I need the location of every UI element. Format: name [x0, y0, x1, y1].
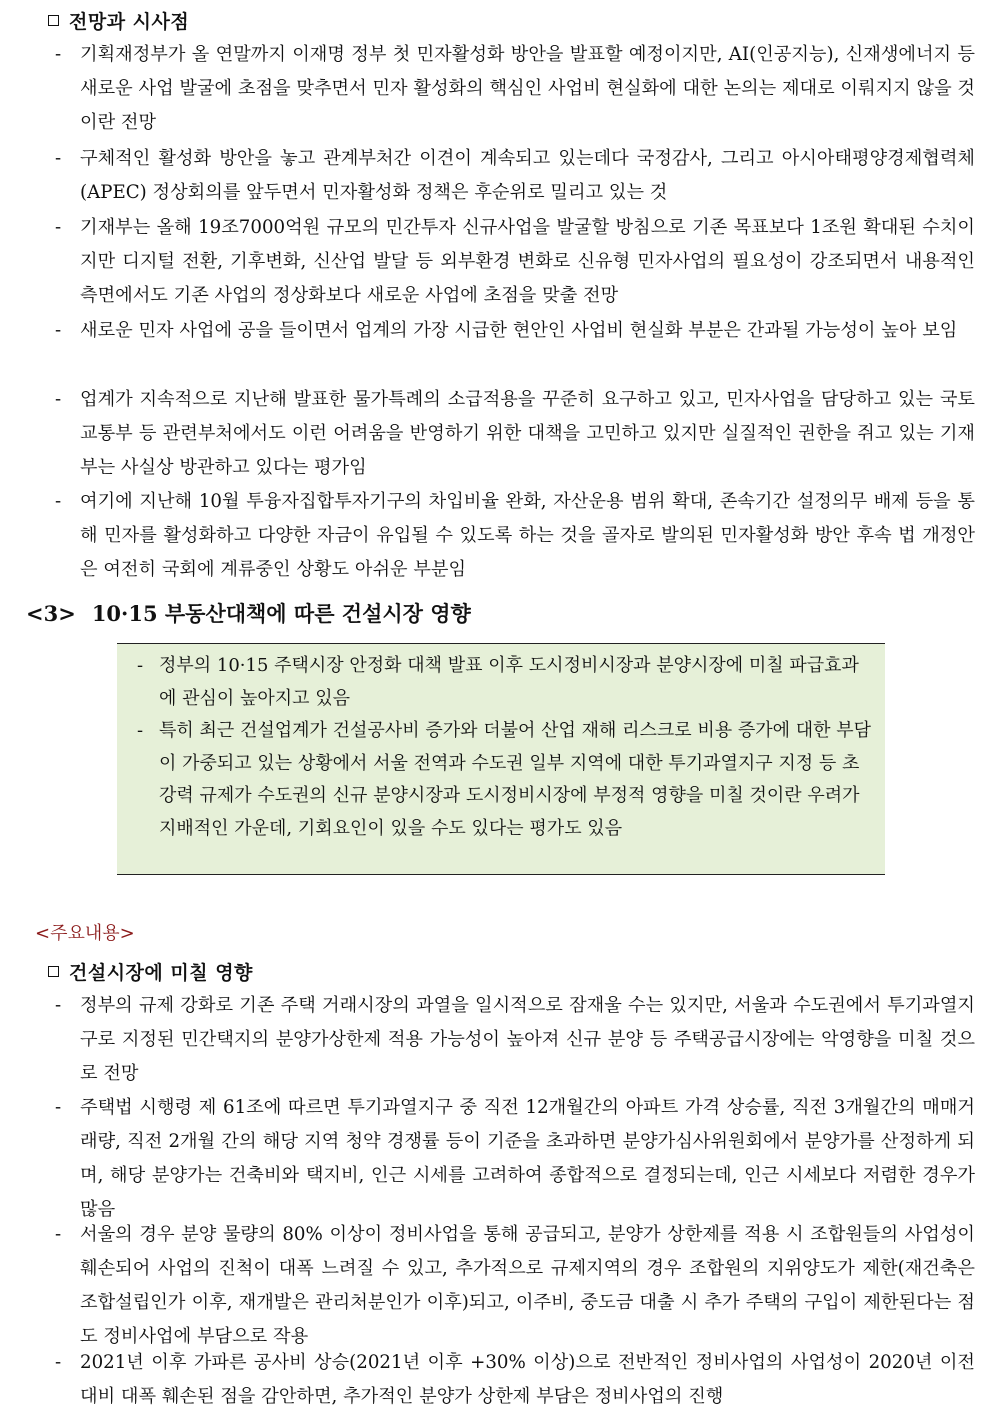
- main-content-label: <주요내용>: [35, 923, 135, 944]
- list-item: - 새로운 민자 사업에 공을 들이면서 업계의 가장 시급한 현안인 사업비 현실화 부분은 간과될 가능성이 높아 보임: [55, 320, 958, 341]
- list-item: - 2021년 이후 가파른 공사비 상승(2021년 이후 +30% 이상)으로 전반적인 정비사업의 사업성이 2020년 이전 대비 대폭 훼손된 점을 감안하면, 추가적인 분양가 상한제 부담은 정비사업의 진행: [55, 1352, 975, 1407]
- list-item: - 구체적인 활성화 방안을 놓고 관계부처간 이견이 계속되고 있는데다 국정감사, 그리고 아시아태평양경제협력체(APEC) 정상회의를 앞두면서 민자활성화 정책은 후순위로 밀리고 있는 것: [55, 148, 975, 203]
- bullet-text: 기재부는 올해 19조7000억원 규모의 민간투자 신규사업을 발굴할 방침으로 기존 목표보다 1조원 확대된 수치이지만 디지털 전환, 기후변화, 신산업 발달 등 외부환경 변화로 신유형 민자사업의 필요성이 강조되면서 내용적인 측면에서도 기존 사업의 정상화보다 새로운 사업에 초점을 맞출 전망: [80, 217, 975, 306]
- bullet-text: 기획재정부가 올 연말까지 이재명 정부 첫 민자활성화 방안을 발표할 예정이지만, AI(인공지능), 신재생에너지 등 새로운 사업 발굴에 초점을 맞추면서 민자 활성화의 핵심인 사업비 현실화에 대한 논의는 제대로 이뤄지지 않을 것이란 전망: [80, 44, 975, 133]
- section-heading-market-impact: [48, 958, 253, 985]
- section-title: [26, 598, 471, 628]
- bullet-text: 서울의 경우 분양 물량의 80% 이상이 정비사업을 통해 공급되고, 분양가 상한제를 적용 시 조합원들의 사업성이 훼손되어 사업의 진척이 대폭 느려질 수 있고, 추가적으로 규제지역의 경우 조합원의 지위양도가 제한(재건축은 조합설립인가 이후, 재개발은 관리처분인가 이후)되고, 이주비, 중도금 대출 시 추가 주택의 구입이 제한된다는 점도 정비사업에 부담으로 작용: [80, 1224, 975, 1347]
- summary-text: 특히 최근 건설업계가 건설공사비 증가와 더불어 산업 재해 리스크로 비용 증가에 대한 부담이 가중되고 있는 상황에서 서울 전역과 수도권 일부 지역에 대한 투기과열지구 지정 등 초강력 규제가 수도권의 신규 분양시장과 도시정비시장에 부정적 영향을 미칠 것이란 우려가 지배적인 가운데, 기회요인이 있을 수도 있다는 평가도 있음: [159, 720, 872, 839]
- summary-item: - 특히 최근 건설업계가 건설공사비 증가와 더불어 산업 재해 리스크로 비용 증가에 대한 부담이 가중되고 있는 상황에서 서울 전역과 수도권 일부 지역에 대한 투기과열지구 지정 등 초강력 규제가 수도권의 신규 분양시장과 도시정비시장에 부정적 영향을 미칠 것이란 우려가 지배적인 가운데, 기회요인이 있을 수도 있다는 평가도 있음: [137, 720, 872, 839]
- checkbox-bullet-icon: [48, 966, 59, 977]
- summary-item: - 정부의 10·15 주택시장 안정화 대책 발표 이후 도시정비시장과 분양시장에 미칠 파급효과에 관심이 높아지고 있음: [137, 655, 859, 709]
- bullet-text: 새로운 민자 사업에 공을 들이면서 업계의 가장 시급한 현안인 사업비 현실화 부분은 간과될 가능성이 높아 보임: [80, 320, 958, 341]
- list-item: - 여기에 지난해 10월 투융자집합투자기구의 차입비율 완화, 자산운용 범위 확대, 존속기간 설정의무 배제 등을 통해 민자를 활성화하고 다양한 자금이 유입될 수 있도록 하는 것을 골자로 발의된 민자활성화 방안 후속 법 개정안은 여전히 국회에 계류중인 상황도 아쉬운 부분임: [55, 491, 975, 580]
- bullet-text: 정부의 규제 강화로 기존 주택 거래시장의 과열을 일시적으로 잠재울 수는 있지만, 서울과 수도권에서 투기과열지구로 지정된 민간택지의 분양가상한제 적용 가능성이 높아져 신규 분양 등 주택공급시장에는 악영향을 미칠 것으로 전망: [80, 995, 975, 1084]
- bullet-text: 여기에 지난해 10월 투융자집합투자기구의 차입비율 완화, 자산운용 범위 확대, 존속기간 설정의무 배제 등을 통해 민자를 활성화하고 다양한 자금이 유입될 수 있도록 하는 것을 골자로 발의된 민자활성화 방안 후속 법 개정안은 여전히 국회에 계류중인 상황도 아쉬운 부분임: [80, 491, 975, 580]
- bullet-text: 업계가 지속적으로 지난해 발표한 물가특례의 소급적용을 꾸준히 요구하고 있고, 민자사업을 담당하고 있는 국토교통부 등 관련부처에서도 이런 어려움을 반영하기 위한 대책을 고민하고 있지만 실질적인 권한을 쥐고 있는 기재부는 사실상 방관하고 있다는 평가임: [80, 389, 975, 478]
- section-title-text: 10·15 부동산대책에 따른 건설시장 영향: [91, 601, 471, 626]
- list-item: - 정부의 규제 강화로 기존 주택 거래시장의 과열을 일시적으로 잠재울 수는 있지만, 서울과 수도권에서 투기과열지구로 지정된 민간택지의 분양가상한제 적용 가능성이 높아져 신규 분양 등 주택공급시장에는 악영향을 미칠 것으로 전망: [55, 995, 975, 1084]
- section-heading-outlook: [48, 7, 189, 34]
- list-item: - 기재부는 올해 19조7000억원 규모의 민간투자 신규사업을 발굴할 방침으로 기존 목표보다 1조원 확대된 수치이지만 디지털 전환, 기후변화, 신산업 발달 등 외부환경 변화로 신유형 민자사업의 필요성이 강조되면서 내용적인 측면에서도 기존 사업의 정상화보다 새로운 사업에 초점을 맞출 전망: [55, 217, 975, 306]
- heading-text: 전망과 시사점: [69, 11, 190, 33]
- list-item: - 기획재정부가 올 연말까지 이재명 정부 첫 민자활성화 방안을 발표할 예정이지만, AI(인공지능), 신재생에너지 등 새로운 사업 발굴에 초점을 맞추면서 민자 활성화의 핵심인 사업비 현실화에 대한 논의는 제대로 이뤄지지 않을 것이란 전망: [55, 44, 975, 133]
- summary-box: [117, 643, 885, 875]
- checkbox-bullet-icon: [48, 15, 59, 26]
- bullet-text: 구체적인 활성화 방안을 놓고 관계부처간 이견이 계속되고 있는데다 국정감사, 그리고 아시아태평양경제협력체(APEC) 정상회의를 앞두면서 민자활성화 정책은 후순위로 밀리고 있는 것: [80, 148, 975, 203]
- section-number: <3>: [26, 601, 76, 626]
- bullet-text: 2021년 이후 가파른 공사비 상승(2021년 이후 +30% 이상)으로 전반적인 정비사업의 사업성이 2020년 이전 대비 대폭 훼손된 점을 감안하면, 추가적인 분양가 상한제 부담은 정비사업의 진행: [80, 1352, 975, 1407]
- list-item: - 업계가 지속적으로 지난해 발표한 물가특례의 소급적용을 꾸준히 요구하고 있고, 민자사업을 담당하고 있는 국토교통부 등 관련부처에서도 이런 어려움을 반영하기 위한 대책을 고민하고 있지만 실질적인 권한을 쥐고 있는 기재부는 사실상 방관하고 있다는 평가임: [55, 389, 975, 478]
- heading-text: 건설시장에 미칠 영향: [69, 962, 253, 984]
- bullet-text: 주택법 시행령 제 61조에 따르면 투기과열지구 중 직전 12개월간의 아파트 가격 상승률, 직전 3개월간의 매매거래량, 직전 2개월 간의 해당 지역 청약 경쟁률 등이 기준을 초과하면 분양가심사위원회에서 분양가를 산정하게 되며, 해당 분양가는 건축비와 택지비, 인근 시세를 고려하여 종합적으로 결정되는데, 인근 시세보다 저렴한 경우가 많음: [80, 1097, 975, 1220]
- list-item: - 주택법 시행령 제 61조에 따르면 투기과열지구 중 직전 12개월간의 아파트 가격 상승률, 직전 3개월간의 매매거래량, 직전 2개월 간의 해당 지역 청약 경쟁률 등이 기준을 초과하면 분양가심사위원회에서 분양가를 산정하게 되며, 해당 분양가는 건축비와 택지비, 인근 시세를 고려하여 종합적으로 결정되는데, 인근 시세보다 저렴한 경우가 많음: [55, 1097, 975, 1220]
- list-item: - 서울의 경우 분양 물량의 80% 이상이 정비사업을 통해 공급되고, 분양가 상한제를 적용 시 조합원들의 사업성이 훼손되어 사업의 진척이 대폭 느려질 수 있고, 추가적으로 규제지역의 경우 조합원의 지위양도가 제한(재건축은 조합설립인가 이후, 재개발은 관리처분인가 이후)되고, 이주비, 중도금 대출 시 추가 주택의 구입이 제한된다는 점도 정비사업에 부담으로 작용: [55, 1224, 975, 1347]
- summary-text: 정부의 10·15 주택시장 안정화 대책 발표 이후 도시정비시장과 분양시장에 미칠 파급효과에 관심이 높아지고 있음: [159, 655, 859, 709]
